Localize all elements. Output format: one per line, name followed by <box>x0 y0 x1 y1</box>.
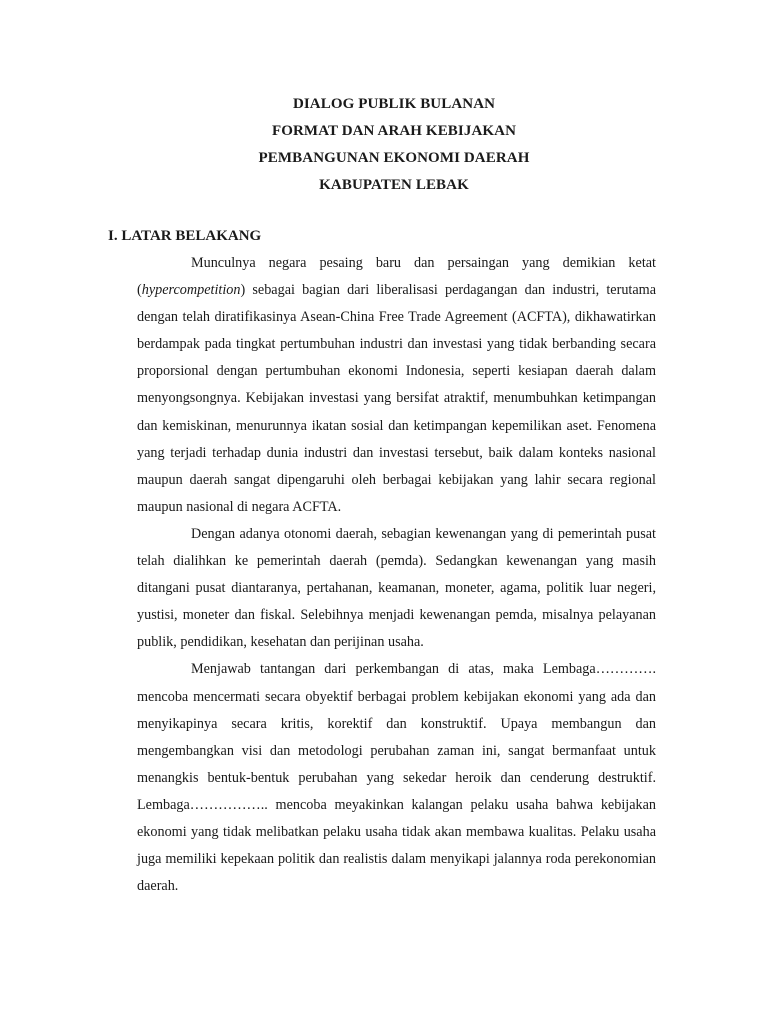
paragraph-1-italic-term: hypercompetition <box>141 282 241 299</box>
body-text <box>137 250 656 900</box>
title-line-3: PEMBANGUNAN EKONOMI DAERAH <box>258 150 530 166</box>
section-heading: I. LATAR BELAKANG <box>108 228 262 244</box>
paragraph-1 <box>137 250 656 521</box>
title-line-4: KABUPATEN LEBAK <box>319 177 469 193</box>
title-line-2: FORMAT DAN ARAH KEBIJAKAN <box>271 123 517 139</box>
document-title <box>0 91 768 199</box>
paragraph-1-start: Munculnya negara pesaing baru dan persaingan yang demikian ketat ( <box>137 255 656 299</box>
title-line-1: DIALOG PUBLIK BULANAN <box>292 96 496 112</box>
paragraph-3: Menjawab tantangan dari perkembangan di atas, maka Lembaga…………. mencoba mencermati secara obyektif berbagai problem kebijakan ekonomi yang ada dan menyikapinya secara kritis, korektif dan konstruktif. Upaya membangun dan mengembangkan visi dan metodologi perubahan zaman ini, sangat bermanfaat untuk menangkis bentuk-bentuk perubahan yang sekedar heroik dan cenderung destruktif. Lembaga…………….. mencoba meyakinkan kalangan pelaku usaha bahwa kebijakan ekonomi yang tidak melibatkan pelaku usaha tidak akan membawa kualitas. Pelaku usaha juga memiliki kepekaan politik dan realistis dalam menyikapi jalannya roda perekonomian daerah. <box>137 661 656 895</box>
paragraph-1-end: ) sebagai bagian dari liberalisasi perdagangan dan industri, terutama dengan telah diratifikasinya Asean-China Free Trade Agreement (ACFTA), dikhawatirkan berdampak pada tingkat pertumbuhan industri dan investasi yang tidak berbanding secara proporsional dengan pertumbuhan ekonomi Indonesia, seperti kesiapan daerah dalam menyongsongnya. Kebijakan investasi yang bersifat atraktif, menumbuhkan ketimpangan dan kemiskinan, menurunnya ikatan sosial dan ketimpangan kepemilikan aset. Fenomena yang terjadi terhadap dunia industri dan investasi tersebut, baik dalam konteks nasional maupun daerah sangat dipengaruhi oleh berbagai kebijakan yang lahir secara regional maupun nasional di negara ACFTA. <box>137 282 656 515</box>
paragraph-2: Dengan adanya otonomi daerah, sebagian kewenangan yang di pemerintah pusat telah dialihkan ke pemerintah daerah (pemda). Sedangkan kewenangan yang masih ditangani pusat diantaranya, pertahanan, keamanan, moneter, agama, politik luar negeri, yustisi, moneter dan fiskal. Selebihnya menjadi kewenangan pemda, misalnya pelayanan publik, pendidikan, kesehatan dan perijinan usaha. <box>137 525 656 651</box>
